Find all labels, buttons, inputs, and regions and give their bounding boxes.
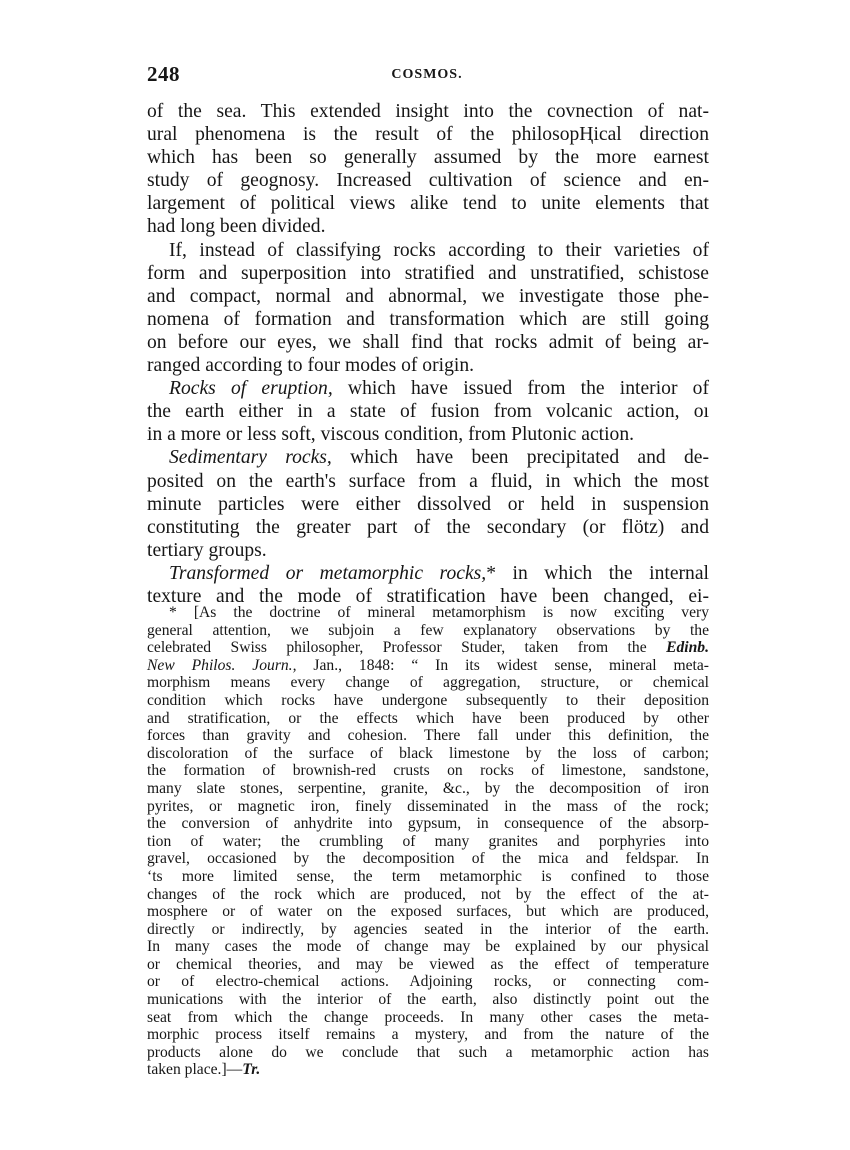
footnote-line: condition which rocks have undergone subsequently to their deposition xyxy=(147,691,709,709)
body-line: nomena of formation and transformation which are still going xyxy=(147,308,709,330)
body-line: and compact, normal and abnormal, we investigate those phe- xyxy=(147,285,709,307)
italic-lead-in: Rocks of eruption, xyxy=(169,378,333,400)
body-line: If, instead of classifying rocks according to their varieties of xyxy=(169,239,709,261)
footnote-line: gravel, occasioned by the decomposition of the mica and feldspar. In xyxy=(147,850,709,868)
translator-signature: Tr. xyxy=(242,1061,261,1079)
body-line: Transformed or metamorphic rocks,* in which the internal xyxy=(169,562,709,584)
footnote-line: morphic process itself remains a mystery, and from the nature of the xyxy=(147,1026,709,1044)
footnote-line: the formation of brownish-red crusts on rocks of limestone, sandstone, xyxy=(147,762,709,780)
body-line: ural phenomena is the result of the philosopⱧical direction xyxy=(147,124,709,146)
running-head xyxy=(147,62,707,88)
body-line: on before our eyes, we shall find that rocks admit of being ar- xyxy=(147,331,709,353)
footnote-line: or chemical theories, and may be viewed as the effect of temperature xyxy=(147,955,709,973)
footnote-line: mosphere or of water on the exposed surfaces, but which are produced, xyxy=(147,903,709,921)
body-line: study of geognosy. Increased cultivation of science and en- xyxy=(147,170,709,192)
body-line: Rocks of eruption, which have issued from the interior of xyxy=(169,378,709,400)
footnote-line: general attention, we subjoin a few explanatory observations by the xyxy=(147,621,709,639)
body-line: minute particles were either dissolved or held in suspension xyxy=(147,493,709,515)
footnote-line: tion of water; the crumbling of many granites and porphyries into xyxy=(147,832,709,850)
footnote-marker: * xyxy=(169,604,177,621)
footnote-line: the conversion of anhydrite into gypsum, in consequence of the absorp- xyxy=(147,815,709,833)
footnote-line: seat from which the change proceeds. In many other cases the meta- xyxy=(147,1008,709,1026)
body-line: of the sea. This extended insight into the coᴠnection of nat- xyxy=(147,101,709,122)
footnote-reference: * xyxy=(486,562,496,584)
footnote-line: changes of the rock which are produced, not by the effect of the at- xyxy=(147,885,709,903)
footnote-line: munications with the interior of the earth, also distinctly point out the xyxy=(147,991,709,1009)
body-line: constituting the greater part of the secondary (or flötz) and xyxy=(147,516,709,538)
body-line: largement of political views alike tend to unite elements that xyxy=(147,193,709,215)
running-title: COSMOS. xyxy=(391,67,463,82)
footnote-line: or of electro-chemical actions. Adjoining rocks, or connecting com- xyxy=(147,973,709,991)
page-number: 248 xyxy=(147,62,180,86)
body-text xyxy=(147,100,709,608)
footnote-line: In many cases the mode of change may be explained by our physical xyxy=(147,938,709,956)
footnote-line: forces than gravity and cohesion. There fall under this definition, the xyxy=(147,727,709,745)
body-line: in a more or less soft, viscous condition, from Plutonic action. xyxy=(147,424,635,446)
footnote-line: many slate stones, serpentine, granite, &c., by the decomposition of iron xyxy=(147,779,709,797)
body-line: tertiary groups. xyxy=(147,539,267,561)
footnote-line: ‘ts more limited sense, the term metamorphic is confined to those xyxy=(147,867,709,885)
footnote-line: products alone do we conclude that such a metamorphic action has xyxy=(147,1043,709,1061)
body-line: had long been divided. xyxy=(147,216,326,238)
footnote-line: discoloration of the surface of black limestone by the loss of carbon; xyxy=(147,744,709,762)
italic-lead-in: Transformed or metamorphic rocks, xyxy=(169,562,487,584)
footnote-line: directly or indirectly, by agencies seated in the interior of the earth. xyxy=(147,920,709,938)
body-line: ranged according to four modes of origin. xyxy=(147,355,475,377)
footnote-line: pyrites, or magnetic iron, finely disseminated in the mass of the rock; xyxy=(147,797,709,815)
body-line: form and superposition into stratified and unstratified, schistose xyxy=(147,262,709,284)
footnote-line: celebrated Swiss philosopher, Professor Studer, taken from the Edinb. xyxy=(147,639,709,657)
footnote-line: taken place.]—Tr. xyxy=(147,1061,261,1079)
body-line: texture and the mode of stratification have been changed, ei- xyxy=(147,585,709,607)
footnote-line: and stratification, or the effects which have been produced by other xyxy=(147,709,709,727)
footnote-line: New Philos. Journ., Jan., 1848: “ In its widest sense, mineral meta- xyxy=(147,656,709,674)
citation-journal: New Philos. Journ., xyxy=(147,656,297,674)
body-line: the earth either in a state of fusion from volcanic action, oı xyxy=(147,401,709,423)
body-line: Sedimentary rocks, which have been precipitated and de- xyxy=(169,447,710,469)
body-line: which has been so generally assumed by the more earnest xyxy=(147,147,709,169)
footnote-line: morphism means every change of aggregation, structure, or chemical xyxy=(147,674,709,692)
footnote-line: * [As the doctrine of mineral metamorphism is now exciting very xyxy=(169,604,710,621)
italic-lead-in: Sedimentary rocks, xyxy=(169,447,332,469)
body-line: posited on the earth's surface from a fluid, in which the most xyxy=(147,470,709,492)
citation-edinb: Edinb. xyxy=(666,639,709,657)
footnote xyxy=(147,604,709,1079)
